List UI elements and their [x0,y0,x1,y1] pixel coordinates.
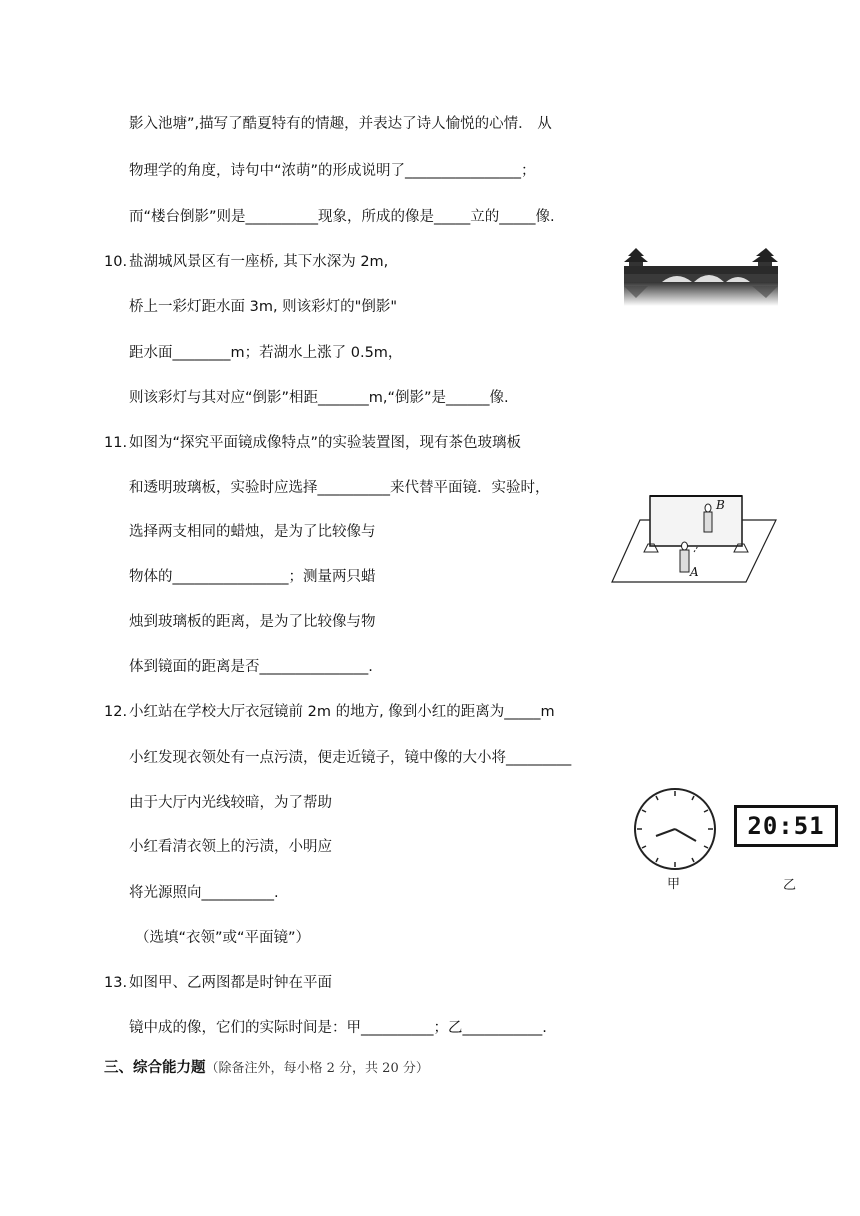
analog-clock-mirror-image [632,786,718,872]
q12-number: 12. [104,704,128,720]
q12-line-3: 由于大厅内光线较暗，为了帮助 [129,795,332,811]
candle-b-label: B [716,498,725,512]
caption-jia: 甲 [667,877,681,892]
q12-line-4: 小红看清衣领上的污渍，小明应 [129,839,332,855]
caption-yi: 乙 [783,878,797,893]
q10-line-1: 盐湖城风景区有一座桥, 其下水深为 2m, [129,254,389,270]
digital-clock-mirror-image [734,805,838,847]
q11-line-1: 如图为“探究平面镜成像特点”的实验装置图，现有茶色玻璃板 [129,435,522,451]
q13-line-1: 如图甲、乙两图都是时钟在平面 [129,975,332,991]
q11-number: 11. [104,435,128,451]
q11-line-4: 物体的________________；测量两只蜡 [129,569,376,585]
q12-line-6: （选填“衣领”或“平面镜”） [135,930,311,946]
q11-line-3: 选择两支相同的蜡烛，是为了比较像与 [129,524,376,540]
q9-line-3: 而“楼台倒影”则是__________现象，所成的像是_____立的_____像. [129,209,555,225]
q13-number: 13. [104,975,128,991]
q9-line-1: 影入池塘”,描写了酷夏特有的情趣，并表达了诗人愉悦的心情． 从 [129,116,552,132]
q11-line-6: 体到镜面的距离是否_______________. [129,659,373,675]
q12-line-5: 将光源照向__________. [129,885,279,901]
q9-line-2: 物理学的角度，诗句中“浓萌”的形成说明了________________； [129,163,536,179]
q10-line-3: 距水面________m；若湖水上涨了 0.5m， [129,345,403,361]
q10-line-2: 桥上一彩灯距水面 3m, 则该彩灯的"倒影" [129,299,398,315]
digital-clock-display: 20:51 [747,812,825,840]
q10-number: 10. [104,254,128,270]
q12-line-2: 小红发现衣领处有一点污渍，便走近镜子，镜中像的大小将_________ [129,750,572,766]
q13-line-2: 镜中成的像，它们的实际时间是：甲__________；乙___________. [129,1020,547,1036]
q10-line-4: 则该彩灯与其对应“倒影”相距_______m,“倒影”是______像. [129,390,509,406]
q11-line-5: 烛到玻璃板的距离，是为了比较像与物 [129,614,376,630]
q11-line-2: 和透明玻璃板，实验时应选择__________来代替平面镜．实验时， [129,480,550,496]
section-3-title: 三、综合能力题 [104,1060,206,1076]
section-3-heading [104,1058,429,1079]
bridge-reflection-image [622,240,780,308]
q12-line-1: 小红站在学校大厅衣冠镜前 2m 的地方, 像到小红的距离为_____m [129,704,555,720]
candle-a-label: A [690,565,699,579]
section-3-note: （除备注外，每小格 2 分，共 20 分） [205,1061,429,1076]
